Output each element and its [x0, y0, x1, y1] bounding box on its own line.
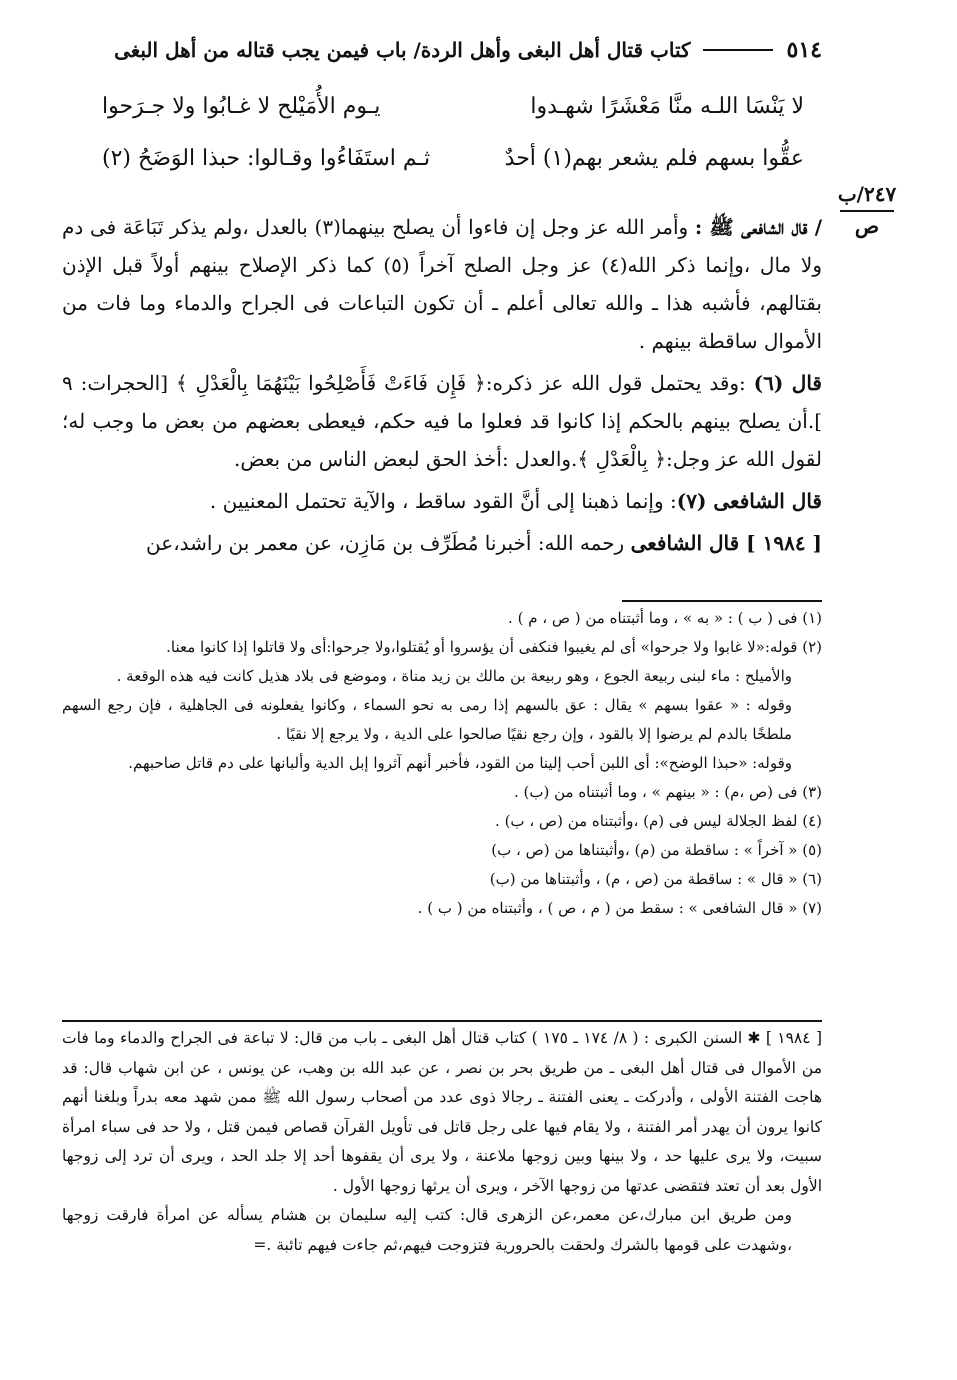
footnote: (٥) « آخراً » : ساقطة من (م) ،وأثبتناها من (ص ، ب)	[491, 841, 822, 859]
main-text	[62, 208, 822, 566]
footnote: (٤) لفظ الجلالة ليس فى (م) ،وأثبتناه من (ص ، ب) .	[495, 812, 822, 830]
verse-1-first-hemistich: لا يَنْسَا اللـه منَّا مَعْشَرًا شهـدوا	[530, 93, 804, 119]
folio-ref: ٢٤٧/ب	[837, 182, 897, 206]
verse-1-second-hemistich: يـوم الأُمَيْلح لا غـابُوا ولا جـرَحوا	[102, 93, 381, 119]
page-number: ٥١٤	[786, 37, 822, 63]
footnote: (١) فى ( ب ) : « به » ، وما أثبتناه من ( ص ، م ) .	[508, 609, 822, 627]
takhrij-section	[62, 1020, 822, 1260]
page-header	[62, 30, 822, 70]
paragraph	[62, 524, 822, 562]
speaker-label: / قال الشافعى ﷺ :	[694, 215, 823, 239]
footnote: (٧) « قال الشافعى » : سقط من ( م ، ص ) ، وأثبتناه من ( ب ) .	[417, 899, 822, 917]
footnote-separator	[622, 600, 822, 602]
paragraph	[62, 208, 822, 360]
takhrij-entry: ومن طريق ابن مبارك،عن معمر،عن الزهرى قال: كتب إليه سليمان بن هشام يسأله عن امرأة فارقت زوجها ،وشهدت على قومها بالشرك ولحقت بالحرورية فتزوجت فيهم،ثم جاءت فيهم تائبة .=	[62, 1206, 792, 1254]
footnote: (٦) « قال » : ساقطة من (ص ، م) ، وأثبتناها من (ب)	[489, 870, 822, 888]
footnote: وقوله : « عقوا بسهم » يقال : عق بالسهم إذا رمى به نحو السماء ، وكانوا يفعلونه فى الجاهلية ، فإن رجع السهم ملطخًا بالدم لم يرضوا إلا بالقود ، وإن رجع نقيًا صالحوا على الدية ، ولا يرجع إلا نقيًا .	[62, 696, 792, 743]
verse-1	[62, 80, 822, 132]
footnote: (٣) فى (ص ،م) : « بينهم » ، وما أثبتناه من (ب) .	[513, 783, 822, 801]
footnote: وقوله: «حبذا الوضح»: أى اللبن أحب إلينا من القود، فأخبر أنهم آثروا إبل الدية وألبانها على دم قاتل صاحبهم.	[128, 754, 792, 772]
verse-2	[62, 132, 822, 184]
paragraph	[62, 482, 822, 520]
paragraph-text: :وقد يحتمل قول الله عز ذكره:﴿ فَإِن فَاءَتْ فَأَصْلِحُوا بَيْنَهُمَا بِالْعَدْلِ ﴾ [الحجرات: ٩ ].أن يصلح بينهم بالحكم إذا كانوا قد فعلوا ما فيه حكم، فيعطى بعضهم من بعض ما وجب له؛لقول الله عز وجل:﴿ بِالْعَدْلِ ﴾.والعدل :أخذ الحق لبعض الناس من بعض.	[62, 371, 822, 471]
speaker-label: قال الشافعى (٧)	[676, 489, 822, 513]
takhrij-entry: [ ١٩٨٤ ] ✱ السنن الكبرى : ( ٨/ ١٧٤ ـ ١٧٥ ) كتاب قتال أهل البغى ـ باب من قال: لا تباعة فى الجراح والدماء وما فات من الأموال فى قتال أهل البغى ـ من طريق بحر بن نصر ، عن عبد الله بن وهب، عن يونس ، عن ابن شهاب قال: قد هاجت الفتنة الأولى ، وأدركت ـ يعنى الفتنة ـ رجالا ذوى عدد من أصحاب رسول الله ﷺ ممن شهد معه بدراً وبلغنا أنهم كانوا يرون أن يهدر أمر الفتنة ، ولا يقام فيها على رجل قاتل فى تأويل القرآن قصاص فيمن قتل ، ولا حد فى سباء امرأة سبيت، ولا يرى عليها حد ، ولا بينها وبين زوجها ملاعنة ، ولا يرى أن يقفوها أحد إلا جلد الحد ، ويرى أن ترد إلى زوجها الأول بعد أن تعتد فتقضى عدتها من زوجها الآخر ، ويرى أن يرثها زوجها الأول .	[62, 1029, 822, 1195]
footnote: والأميلح : ماء لبنى ربيعة الجوع ، وهو ربيعة بن مالك بن زيد مناة ، وموضع فى بلاد هذيل كانت فيه هذه الوقعة .	[116, 667, 792, 685]
footnote: (٢) قوله:«لا غابوا ولا جرحوا» أى لم يغيبوا فنكفى أن يؤسروا أو يُقتلوا،ولا جرحوا:أى ولا قاتلوا إذا كانوا معنا.	[166, 638, 822, 656]
paragraph-text: : وإنما ذهبنا إلى أنَّ القود ساقط ، والآية تحتمل المعنيين .	[209, 489, 677, 513]
margin-rule	[840, 210, 894, 212]
verse-2-first-hemistich: عقُّوا بسهم فلم يشعر بهم(١) أحدٌ	[504, 145, 804, 171]
paragraph	[62, 364, 822, 478]
manuscript-sigla: ص	[854, 214, 880, 238]
speaker-label: قال (٦)	[753, 371, 822, 395]
paragraph-text: وأمر الله عز وجل إن فاءوا أن يصلح بينهما(٣) بالعدل ،ولم يذكر تَبَاعَة فى دم ولا مال ،وإنما ذكر الله(٤) عز وجل الصلح آخراً (٥) كما ذكر الإصلاح بينهم أولاً قبل الإذن بقتالهم، فأشبه هذا ـ والله تعالى أعلم ـ أن تكون التباعات فى الجراح والدماء وما فات من الأموال ساقطة بينهم .	[62, 215, 822, 353]
book-page	[62, 30, 823, 1254]
header-rule	[703, 49, 773, 51]
hadith-number: [ ١٩٨٤ ] قال الشافعى	[630, 531, 822, 555]
running-title: كتاب قتال أهل البغى وأهل الردة/ باب فيمن يجب قتاله من أهل البغى	[114, 38, 691, 62]
paragraph-text: رحمه الله: أخبرنا مُطَرِّف بن مَازِن، عن معمر بن راشد،عن	[146, 531, 631, 555]
manuscript-margin-ref	[832, 182, 902, 238]
poem-verses	[62, 80, 822, 184]
footnotes	[62, 604, 822, 923]
verse-2-second-hemistich: ثـم استَفَاءُوا وقـالوا: حبذا الوَضَحُ (٢)	[102, 145, 431, 171]
